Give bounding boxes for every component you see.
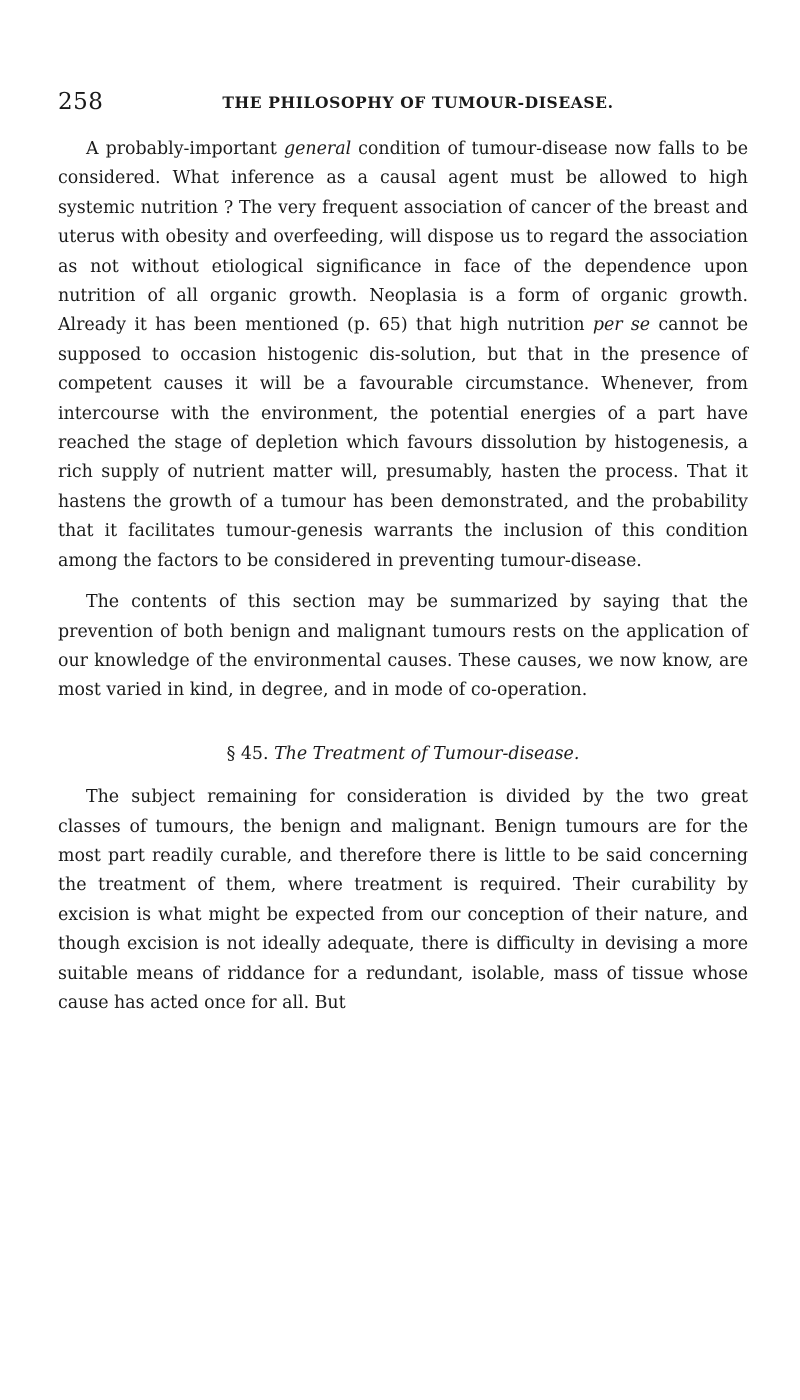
page-number: 258 [58,89,104,115]
paragraph-1-italic-per-se: per se [592,315,651,336]
body-text [58,135,748,1018]
paragraph-nutrition [58,135,748,576]
paragraph-treatment: The subject remaining for consideration is divided by the two great classes of tumours, the benign and malignant. Benign tumours are for the most part readily curable, and therefore there is little to be said concerning the treatment of them, where treatment is required. Their curability by excision is what might be expected from our conception of their nature, and though excision is not ideally adequate, there is difficulty in devising a more suitable means of riddance for a redundant, isolable, mass of tissue whose cause has acted once for all. But [58,787,748,1013]
paragraph-1-text-b: condition of tumour-disease now falls to be considered. What inference as a causal agent must be allowed to high systemic nutrition ? The very frequent association of cancer of the breast and uterus with obesity and overfeeding, will dispose us to regard the association as not without etiological significance in face of the dependence upon nutrition of all organic growth. Neoplasia is a form of organic growth. Already it has been mentioned (p. 65) that high nutrition [58,139,748,336]
paragraph-1-italic-general: general [283,139,352,159]
paragraph-1-text-a: A probably-important [86,139,284,159]
paragraph-summary: The contents of this section may be summarized by saying that the prevention of both benign and malignant tumours rests on the application of our knowledge of the environmental causes. These causes, we now know, are most varied in kind, in degree, and in mode of co-operation. [58,592,748,701]
section-heading [58,740,748,769]
running-title: THE PHILOSOPHY OF TUMOUR-DISEASE. [222,93,614,112]
section-title: The Treatment of Tumour-disease. [274,743,580,764]
section-number: § 45. [226,743,269,764]
running-head [58,89,748,119]
paragraph-1-text-c: cannot be supposed to occasion histogenic dis-solution, but that in the presence of competent causes it will be a favourable circumstance. Whenever, from intercourse with the environment, the potential energies of a part have reached the stage of depletion which favours dissolution by histogenesis, a rich supply of nutrient matter will, presumably, hasten the process. That it hastens the growth of a tumour has been demonstrated, and the probability that it facilitates tumour-genesis warrants the inclusion of this condition among the factors to be considered in preventing tumour-disease. [58,315,749,571]
